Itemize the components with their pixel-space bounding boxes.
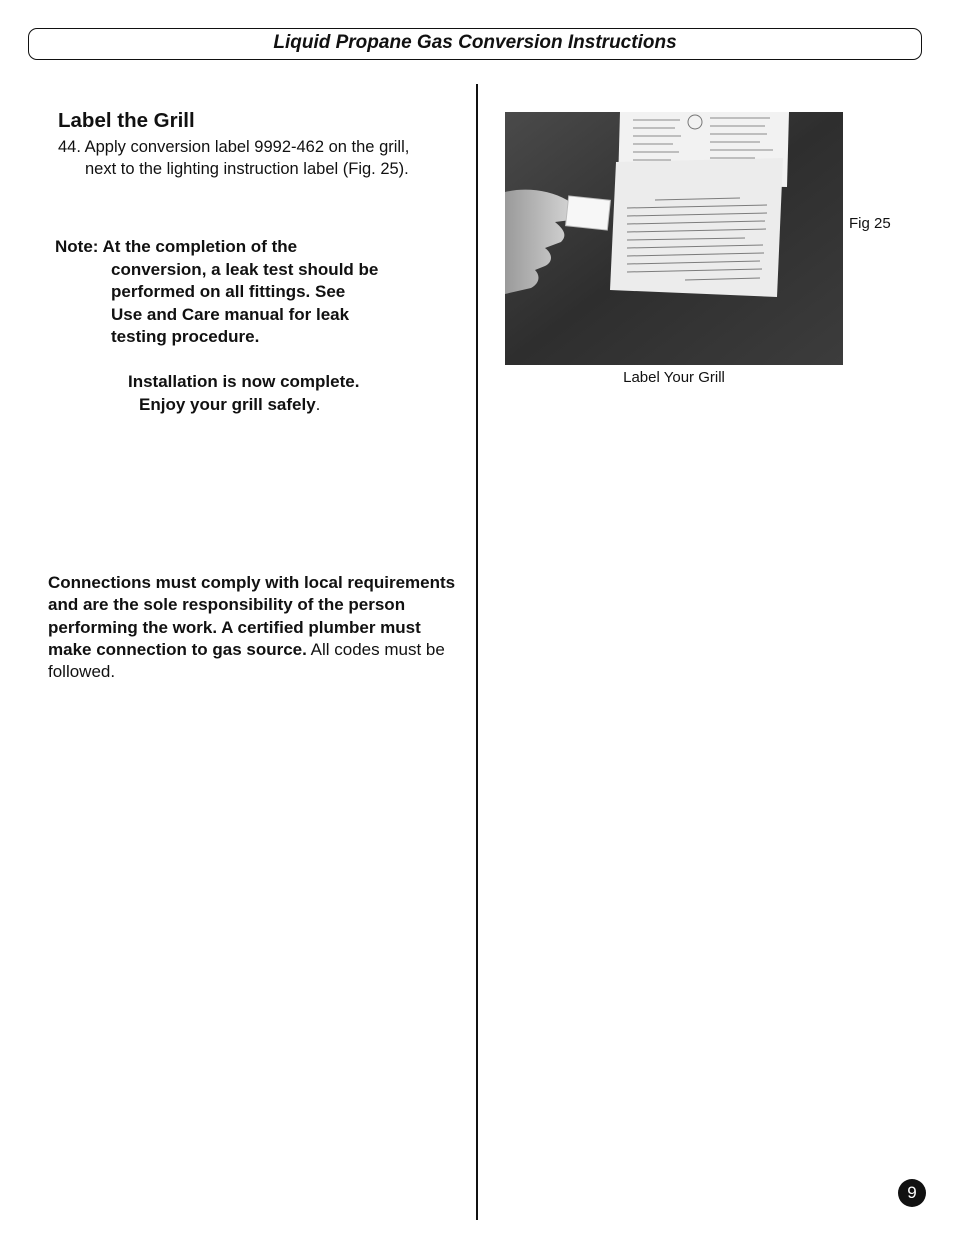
figure-caption: Label Your Grill [623, 369, 725, 386]
step-44 [58, 136, 458, 180]
header-box [28, 28, 922, 60]
completion-message [128, 370, 359, 416]
column-divider [476, 84, 478, 1220]
leak-test-note [55, 236, 465, 349]
figure-number: Fig 25 [849, 215, 891, 232]
connections-normal-text: All codes must be followed. [48, 639, 445, 682]
grill-label-photo-illustration [505, 112, 843, 365]
completion-line-2-text: Enjoy your grill safely [139, 395, 316, 414]
note-line-4: testing procedure. [111, 327, 260, 346]
note-line-1: conversion, a leak test should be [111, 259, 379, 279]
note-line-3: Use and Care manual for leak [111, 304, 350, 324]
page-number-badge: 9 [898, 1179, 926, 1207]
completion-line-1: Installation is now complete. [128, 372, 360, 391]
step-line-2: next to the lighting instruction label (Fig. 25). [85, 160, 409, 178]
section-title: Label the Grill [58, 109, 195, 132]
note-line-2: performed on all fittings. See [111, 282, 346, 301]
completion-period: . [315, 395, 321, 414]
completion-line-2 [128, 393, 359, 416]
connections-warning [48, 572, 458, 683]
grill-label-photo [505, 112, 843, 365]
page-title: Liquid Propane Gas Conversion Instructions [273, 32, 677, 53]
step-line-1: 44. Apply conversion label 9992-462 on the grill, [58, 138, 410, 156]
note-head: Note: At the completion of the [55, 237, 298, 256]
connections-bold-text: Connections must comply with local requirements and are the sole responsibility of the person performing the work. A certified plumber must make connection to gas source. [48, 573, 456, 659]
